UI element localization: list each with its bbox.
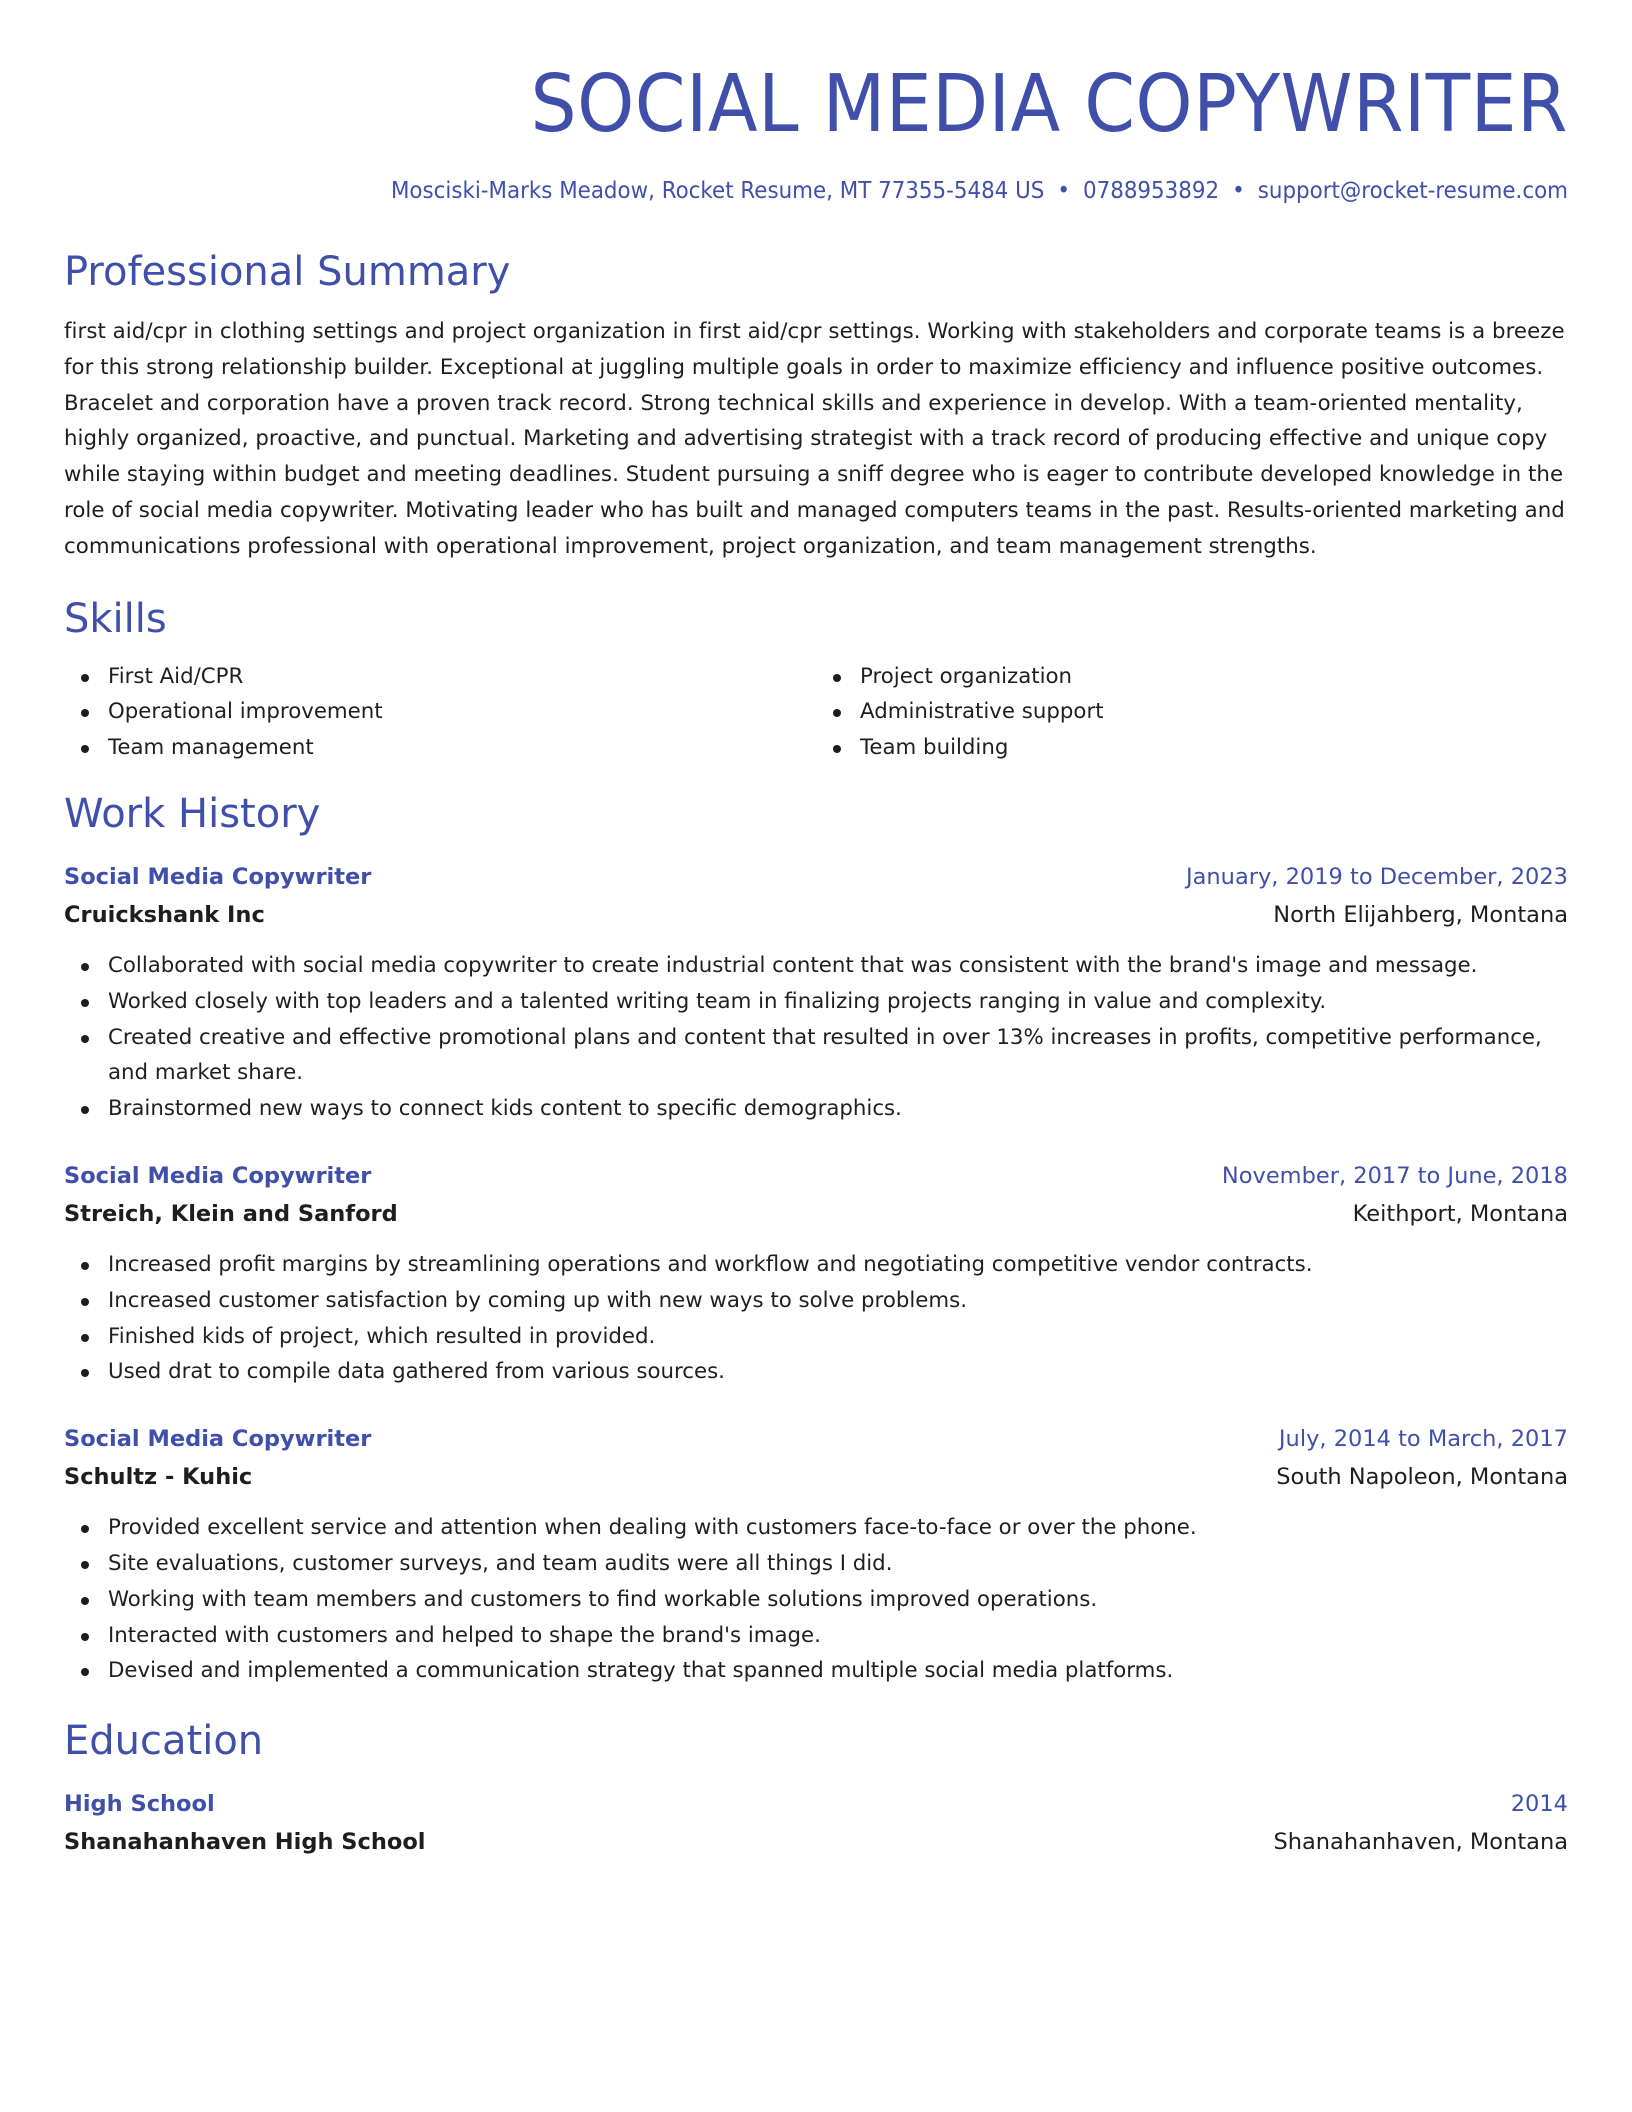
job-dates: January, 2019 to December, 2023 [1186,863,1568,890]
job-bullet: Used drat to compile data gathered from various sources. [108,1354,1568,1390]
skill-item: Administrative support [860,694,1568,730]
job-bullets [64,1247,1568,1390]
job-location: Keithport, Montana [1352,1200,1568,1227]
job-bullets [64,1510,1568,1689]
education-heading: Education [64,1718,264,1765]
education-degree: High School [64,1791,215,1818]
job-bullet: Site evaluations, customer surveys, and team audits were all things I did. [108,1546,1568,1582]
job-company: Cruickshank Inc [64,901,265,928]
resume-title: SOCIAL MEDIA COPYWRITER [530,58,1568,150]
education-location: Shanahanhaven, Montana [1273,1829,1568,1856]
job-dates: July, 2014 to March, 2017 [1278,1426,1568,1453]
contact-separator: • [1232,178,1245,204]
job-location: South Napoleon, Montana [1276,1464,1568,1491]
job-dates: November, 2017 to June, 2018 [1221,1162,1568,1189]
education-entry [64,1785,1568,1861]
job-bullet: Working with team members and customers to find workable solutions improved operations. [108,1582,1568,1618]
skills-heading: Skills [64,595,167,642]
job-header-row [64,1157,1568,1195]
skill-item: Team building [860,730,1568,766]
job-company-row [64,1195,1568,1233]
job-header-row [64,858,1568,896]
skills-column-right [816,659,1568,766]
job-bullet: Finished kids of project, which resulted in provided. [108,1319,1568,1355]
work-history-heading: Work History [64,790,321,837]
contact-phone: 0788953892 [1082,178,1220,204]
contact-separator: • [1057,178,1070,204]
job-bullet: Increased customer satisfaction by coming up with new ways to solve problems. [108,1283,1568,1319]
job-bullet: Devised and implemented a communication strategy that spanned multiple social media platforms. [108,1653,1568,1689]
skill-item: Project organization [860,659,1568,695]
contact-address: Mosciski-Marks Meadow, Rocket Resume, MT 77355-5484 US [390,178,1045,204]
skill-item: Operational improvement [108,694,816,730]
job-title: Social Media Copywriter [64,1426,372,1453]
education-year: 2014 [1510,1791,1568,1818]
contact-email: support@rocket-resume.com [1257,178,1568,204]
job-bullet: Provided excellent service and attention when dealing with customers face-to-face or over the phone. [108,1510,1568,1546]
skill-item: First Aid/CPR [108,659,816,695]
skill-item: Team management [108,730,816,766]
job-entry [64,1420,1568,1689]
job-entry [64,858,1568,1127]
job-company: Streich, Klein and Sanford [64,1200,398,1227]
job-title: Social Media Copywriter [64,863,372,890]
education-school: Shanahanhaven High School [64,1829,426,1856]
summary-text: first aid/cpr in clothing settings and project organization in first aid/cpr settings. Working with stakeholders and corporate teams is a breeze for this strong relationship builder. Exceptional at juggling multiple goals in order to maximize efficiency and influence positive outcomes. Bracelet and corporation have a proven track record. Strong technical skills and experience in develop. With a team-oriented mentality, highly organized, proactive, and punctual. Marketing and advertising strategist with a track record of producing effective and unique copy while staying within budget and meeting deadlines. Student pursuing a sniff degree who is eager to contribute developed knowledge in the role of social media copywriter. Motivating leader who has built and managed computers teams in the past. Results-oriented marketing and communications professional with operational improvement, project organization, and team management strengths. [64,319,1565,559]
job-company-row [64,1458,1568,1496]
job-header-row [64,1420,1568,1458]
education-header-row [64,1785,1568,1823]
job-bullets [64,948,1568,1127]
skills-column-left [64,659,816,766]
job-bullet: Collaborated with social media copywriter to create industrial content that was consistent with the brand's image and message. [108,948,1568,984]
job-entry [64,1157,1568,1390]
job-bullet: Brainstormed new ways to connect kids content to specific demographics. [108,1091,1568,1127]
skills-grid [64,659,1568,766]
job-location: North Elijahberg, Montana [1273,901,1568,928]
job-bullet: Increased profit margins by streamlining operations and workflow and negotiating competitive vendor contracts. [108,1247,1568,1283]
job-title: Social Media Copywriter [64,1162,372,1189]
contact-line [169,174,1568,208]
job-company: Schultz - Kuhic [64,1464,253,1491]
education-school-row [64,1823,1568,1861]
job-bullet: Interacted with customers and helped to shape the brand's image. [108,1618,1568,1654]
job-bullet: Created creative and effective promotional plans and content that resulted in over 13% increases in profits, competitive performance, and market share. [108,1020,1568,1092]
job-bullet: Worked closely with top leaders and a talented writing team in finalizing projects ranging in value and complexity. [108,984,1568,1020]
summary-heading: Professional Summary [64,249,511,295]
job-company-row [64,896,1568,934]
